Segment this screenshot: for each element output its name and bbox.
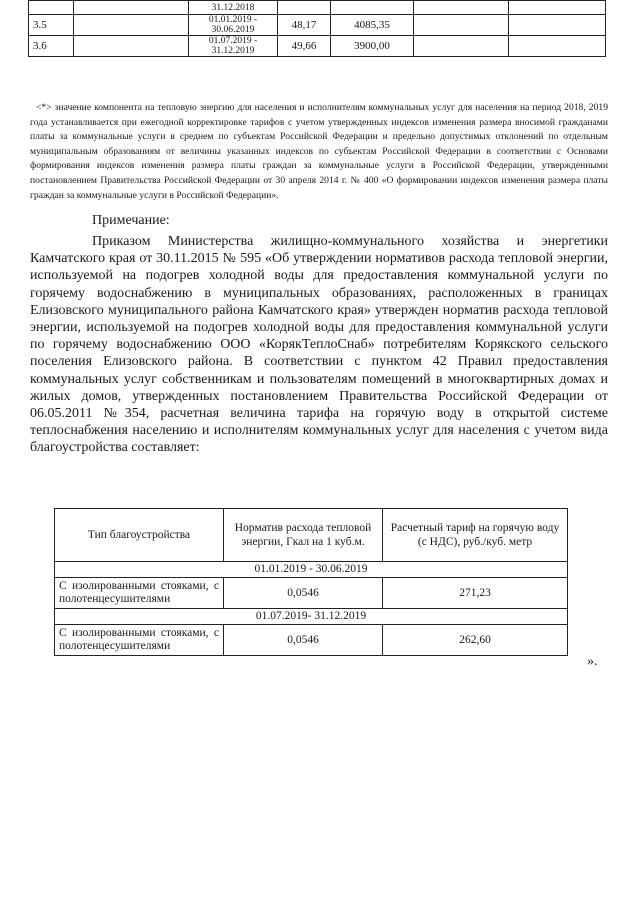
value-cell: 48,17 (278, 15, 331, 36)
value-cell: 4085,35 (331, 15, 414, 36)
table-row (55, 625, 568, 656)
period-label: 01.07.2019- 31.12.2019 (55, 609, 568, 625)
value-cell: 3900,00 (331, 36, 414, 57)
period-cell: 01.07.2019 - 31.12.2019 (189, 36, 278, 57)
note-body (30, 233, 608, 457)
table-row (55, 578, 568, 609)
note-title: Примечание: (92, 213, 170, 228)
row-number (29, 1, 74, 15)
table-row (29, 15, 606, 36)
period-cell: 31.12.2018 (189, 1, 278, 15)
value-cell (278, 1, 331, 15)
improvement-type: С изолированными стояками, с полотенцесушителями (55, 625, 224, 656)
tariff-value: 262,60 (383, 625, 568, 656)
closing-quote: ». (587, 654, 598, 669)
period-cell: 01.01.2019 - 30.06.2019 (189, 15, 278, 36)
improvement-type: С изолированными стояками, с полотенцесушителями (55, 578, 224, 609)
table-row (29, 36, 606, 57)
norm-value: 0,0546 (224, 625, 383, 656)
footnote-text: <*> значение компонента на тепловую энергию для населения и исполнителям коммунальных услуг для населения на период 2018, 2019 года устанавливается при ежегодной корректировке тарифов с учетом утвержденных индексов изменения размера вносимой гражданами платы за коммунальные услуги в среднем по субъектам Российской Федерации и предельно допустимых отклонений по отдельным муниципальным образованиям от величины указанных индексов по субъектам Российской Федерации в соответствии с Основами формирования индексов изменения размера платы граждан за коммунальные услуги в Российской Федерации, утвержденными постановлением Правительства Российской Федерации от 30 апреля 2014 г. № 400 «О формировании индексов изменения размера платы граждан за коммунальные услуги в Российской Федерации». (30, 102, 608, 201)
footnote (30, 101, 608, 203)
table-header-row (55, 509, 568, 562)
value-cell (331, 1, 414, 15)
table-row (29, 1, 606, 15)
tariff-value: 271,23 (383, 578, 568, 609)
value-cell: 49,66 (278, 36, 331, 57)
row-number: 3.6 (29, 36, 74, 57)
hot-water-tariff-table (54, 508, 568, 656)
column-header: Тип благоустройства (55, 509, 224, 562)
norm-value: 0,0546 (224, 578, 383, 609)
note-paragraph: Приказом Министерства жилищно-коммунального хозяйства и энергетики Камчатского края от 30.11.2015 № 595 «Об утверждении нормативов расхода тепловой энергии, используемой на подогрев холодной воды для предоставления коммунальной услуги по горячему водоснабжению в муниципальных образованиях, расположенных в границах Елизовского муниципального района Камчатского края» утвержден норматив расхода тепловой энергии, используемой на подогрев холодной воды для предоставления коммунальной услуги по горячему водоснабжению ООО «КорякТеплоСнаб» потребителям Корякского сельского поселения Елизовского района. В соответствии с пунктом 42 Правил предоставления коммунальных услуг собственникам и пользователям помещений в многоквартирных домах и жилых домов, утвержденных постановлением Правительства Российской Федерации от 06.05.2011 №354, расчетная величина тарифа на горячую воду в открытой системе теплоснабжения населению и исполнителям коммунальных услуг для населения с учетом вида благоустройства составляет: (30, 234, 608, 456)
period-label: 01.01.2019 - 30.06.2019 (55, 562, 568, 578)
row-number: 3.5 (29, 15, 74, 36)
column-header: Расчетный тариф на горячую воду (с НДС), руб./куб. метр (383, 509, 568, 562)
column-header: Норматив расхода тепловой энергии, Гкал на 1 куб.м. (224, 509, 383, 562)
top-tariff-table (28, 0, 606, 57)
period-row (55, 562, 568, 578)
period-row (55, 609, 568, 625)
